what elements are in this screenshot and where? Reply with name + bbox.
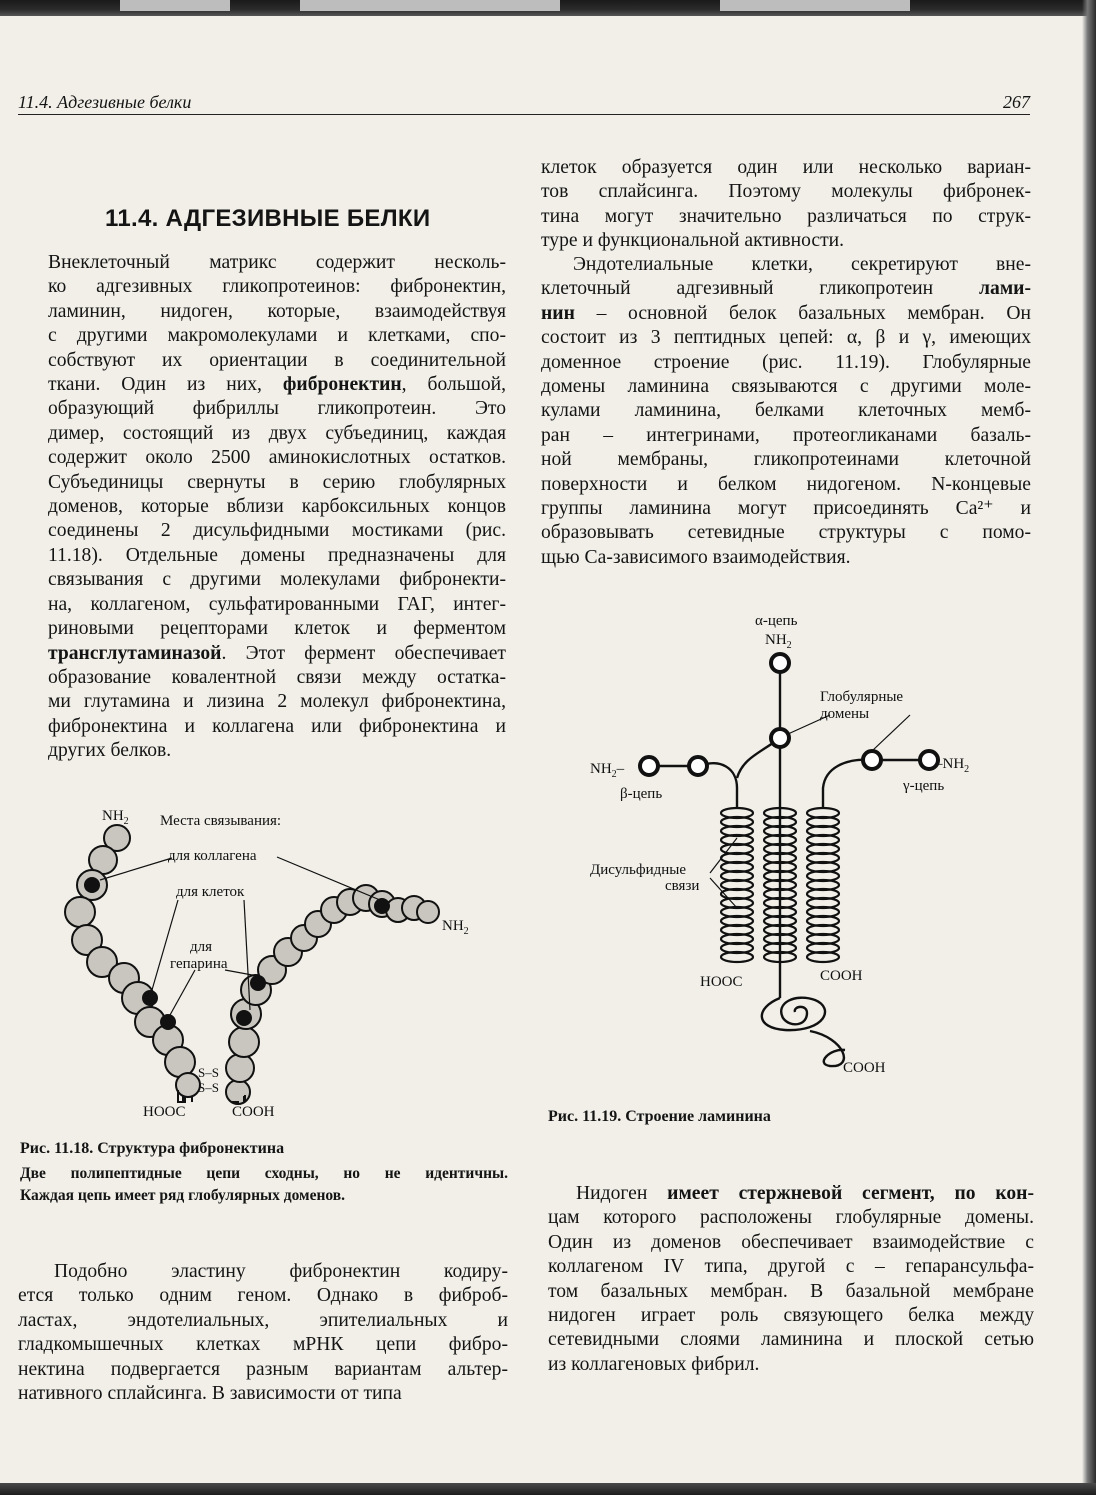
text-line: состоит из 3 пептидных цепей: α, β и γ, имеющих bbox=[541, 327, 1031, 349]
scan-bottom-edge bbox=[0, 1483, 1096, 1495]
binding-sites-label: Места связывания: bbox=[160, 813, 282, 829]
text-line: группы ламинина могут присоединять Ca²⁺ и bbox=[541, 498, 1031, 520]
text-line: Подобно эластину фибронектин кодиру- bbox=[54, 1261, 508, 1282]
text-line: тина могут значительно различаться по струк- bbox=[541, 205, 1031, 227]
text-line: нектина подвергается разным вариантам альтер- bbox=[18, 1358, 508, 1380]
fibronectin-right-chain bbox=[226, 885, 439, 1104]
left-paragraph-1 bbox=[48, 251, 506, 764]
section-heading: 11.4. АДГЕЗИВНЫЕ БЕЛКИ bbox=[105, 205, 431, 232]
scan-top-edge bbox=[0, 0, 1096, 16]
text-segment: клеточный адгезивный гликопротеин bbox=[541, 278, 980, 300]
bold-term: фибронектин bbox=[282, 374, 402, 396]
text-line: цам которого расположены глобулярные домены. bbox=[548, 1207, 1034, 1229]
beta-chain-label: β-цепь bbox=[620, 786, 663, 802]
text-line: нативного сплайсинга. В зависимости от типа bbox=[18, 1383, 402, 1405]
text-line bbox=[541, 302, 1031, 326]
text-line: образующий фибриллы гликопротеин. Это bbox=[48, 398, 506, 420]
text-line: домены ламинина связываются с другими моле- bbox=[541, 376, 1031, 398]
text-line: с другими макромолекулами и клетками, спо- bbox=[48, 325, 506, 347]
text-line: соединены 2 дисульфидными мостиками (рис. bbox=[48, 520, 506, 542]
text-line: тов сплайсинга. Поэтому молекулы фибронек- bbox=[541, 181, 1031, 203]
text-segment: ткани. Один из них, bbox=[48, 374, 283, 396]
text-line: том базальных мембран. В базальной мембране bbox=[548, 1280, 1034, 1302]
text-line: образовывать сетевидные структуры с помо- bbox=[541, 522, 1031, 544]
text-line: содержит около 2500 аминокислотных остатков. bbox=[48, 447, 506, 469]
laminin-cooh-label-1: COOH bbox=[820, 968, 863, 984]
text-line: доменов, которые вблизи карбоксильных концов bbox=[48, 496, 506, 518]
caption-line: Каждая цепь имеет ряд глобулярных доменов. bbox=[20, 1187, 346, 1204]
bold-term: лами- bbox=[979, 278, 1031, 300]
text-line: кулами ламинина, белками клеточных мемб- bbox=[541, 400, 1031, 422]
text-line: на, коллагеном, сульфатированными ГАГ, интег- bbox=[48, 593, 506, 615]
text-line: туре и функциональной активности. bbox=[541, 230, 845, 252]
text-line: нидоген играет роль связующего белка между bbox=[548, 1305, 1034, 1327]
laminin-chains bbox=[649, 663, 929, 1066]
text-line: коллагеном IV типа, другой с – гепарансульфа- bbox=[548, 1256, 1034, 1278]
disulfide-label-1: S–S bbox=[198, 1065, 219, 1080]
text-line: Внеклеточный матрикс содержит несколь- bbox=[48, 252, 506, 273]
text-line: риновыми рецепторами клеток и ферментом bbox=[48, 618, 506, 640]
text-line: ко адгезивных гликопротеинов: фибронектин, bbox=[48, 276, 506, 298]
running-head-section: 11.4. Адгезивные белки bbox=[18, 92, 192, 112]
text-line: гладкомышечных клетках мРНК цепи фибро- bbox=[18, 1334, 508, 1356]
running-head bbox=[18, 92, 1030, 115]
text-line: щью Ca-зависимого взаимодействия. bbox=[541, 546, 851, 568]
text-line: Субъединицы свернуты в серию глобулярных bbox=[48, 471, 506, 493]
fn-cooh-label: COOH bbox=[232, 1104, 275, 1120]
text-line: Эндотелиальные клетки, секретируют вне- bbox=[573, 254, 1031, 275]
fn-nh2-top: $NH_2$ bbox=[102, 808, 129, 827]
text-line bbox=[548, 1182, 1034, 1206]
collagen-site-label: для коллагена bbox=[168, 848, 257, 864]
text-line: клеток образуется один или несколько вариан- bbox=[541, 157, 1031, 178]
disulfide-label-2: связи bbox=[665, 878, 700, 894]
fig18-caption-body bbox=[20, 1163, 508, 1207]
text-line: связывания с другими молекулами фибронекти- bbox=[48, 569, 506, 591]
beta-nh2-label: $NH_2-$ bbox=[590, 761, 625, 780]
text-line: ламинин, нидоген, которые, взаимодействуя bbox=[48, 300, 506, 322]
text-line: ми глутамина и лизина 2 молекул фибронектина, bbox=[48, 691, 506, 713]
fig18-caption-title: Рис. 11.18. Структура фибронектина bbox=[20, 1140, 285, 1157]
fn-hooc-label: HOOC bbox=[143, 1104, 186, 1120]
text-line: других белков. bbox=[48, 740, 172, 762]
text-segment: – основной белок базальных мембран. Он bbox=[574, 302, 1031, 324]
text-line: димер, состоящий из двух субъединиц, каждая bbox=[48, 422, 506, 444]
text-line: образование ковалентной связи между остатка- bbox=[48, 666, 506, 688]
laminin-globular-domains bbox=[640, 654, 938, 775]
alpha-nh2-label: $NH_2$ bbox=[765, 632, 792, 651]
text-line bbox=[48, 642, 506, 666]
caption-line: Две полипептидные цепи сходны, но не идентичны. bbox=[20, 1165, 508, 1182]
right-paragraph-1 bbox=[541, 156, 1031, 254]
laminin-cooh-label-2: COOH bbox=[843, 1060, 886, 1076]
text-line: ной мембраны, гликопротеинами клеточной bbox=[541, 449, 1031, 471]
bold-term: имеет стержневой сегмент, по кон- bbox=[647, 1183, 1034, 1204]
text-segment: , большой, bbox=[401, 374, 506, 396]
text-line: сетевидными слоями ламинина и плоской сетью bbox=[548, 1329, 1034, 1351]
disulfide-label-1: Дисульфидные bbox=[590, 862, 687, 878]
gamma-chain-label: γ-цепь bbox=[903, 778, 945, 794]
text-line: из коллагеновых фибрил. bbox=[548, 1353, 760, 1375]
laminin-hooc-label: HOOC bbox=[700, 974, 743, 990]
left-paragraph-2 bbox=[18, 1260, 508, 1406]
fig19-caption-title: Рис. 11.19. Строение ламинина bbox=[548, 1108, 771, 1125]
text-line: поверхности и белком нидогеном. N-концевые bbox=[541, 473, 1031, 495]
disulfide-label-2: S–S bbox=[198, 1080, 219, 1095]
laminin-figure bbox=[585, 608, 1005, 1088]
text-line: ластах, эндотелиальных, эпителиальных и bbox=[18, 1309, 508, 1331]
text-segment: Нидоген bbox=[576, 1183, 648, 1204]
globular-label-2: домены bbox=[820, 706, 870, 722]
text-line: ран – интегринами, протеогликанами базаль- bbox=[541, 424, 1031, 446]
right-paragraph-2 bbox=[541, 253, 1031, 570]
cell-site-label: для клеток bbox=[176, 884, 245, 900]
bold-term: трансглутаминазой bbox=[48, 642, 222, 664]
text-line bbox=[541, 277, 1031, 301]
text-segment: . Этот фермент обеспечивает bbox=[221, 642, 506, 664]
globular-label-1: Глобулярные bbox=[820, 689, 904, 705]
text-line: Один из доменов обеспечивает взаимодействие с bbox=[548, 1231, 1034, 1253]
heparin-site-label-1: для bbox=[190, 939, 213, 955]
text-line: ется только одним геном. Однако в фиброб- bbox=[18, 1285, 508, 1307]
text-line: доменное строение (рис. 11.19). Глобулярные bbox=[541, 351, 1031, 373]
text-line: фибронектина и коллагена или фибронектина и bbox=[48, 715, 506, 737]
fibronectin-figure bbox=[40, 800, 520, 1130]
heparin-site-label-2: гепарина bbox=[170, 956, 228, 972]
text-line bbox=[48, 373, 506, 397]
text-line: собствуют их ориентации в соединительной bbox=[48, 349, 506, 371]
fn-nh2-right: $NH_2$ bbox=[442, 918, 469, 937]
right-paragraph-3 bbox=[548, 1182, 1034, 1377]
text-line: 11.18). Отдельные домены предназначены для bbox=[48, 544, 506, 566]
scan-right-edge bbox=[1082, 0, 1096, 1495]
gamma-nh2-label: $-NH_2$ bbox=[935, 756, 970, 775]
page-number: 267 bbox=[1003, 92, 1030, 112]
bold-term: нин bbox=[541, 302, 575, 324]
alpha-chain-label: α-цепь bbox=[755, 613, 798, 629]
